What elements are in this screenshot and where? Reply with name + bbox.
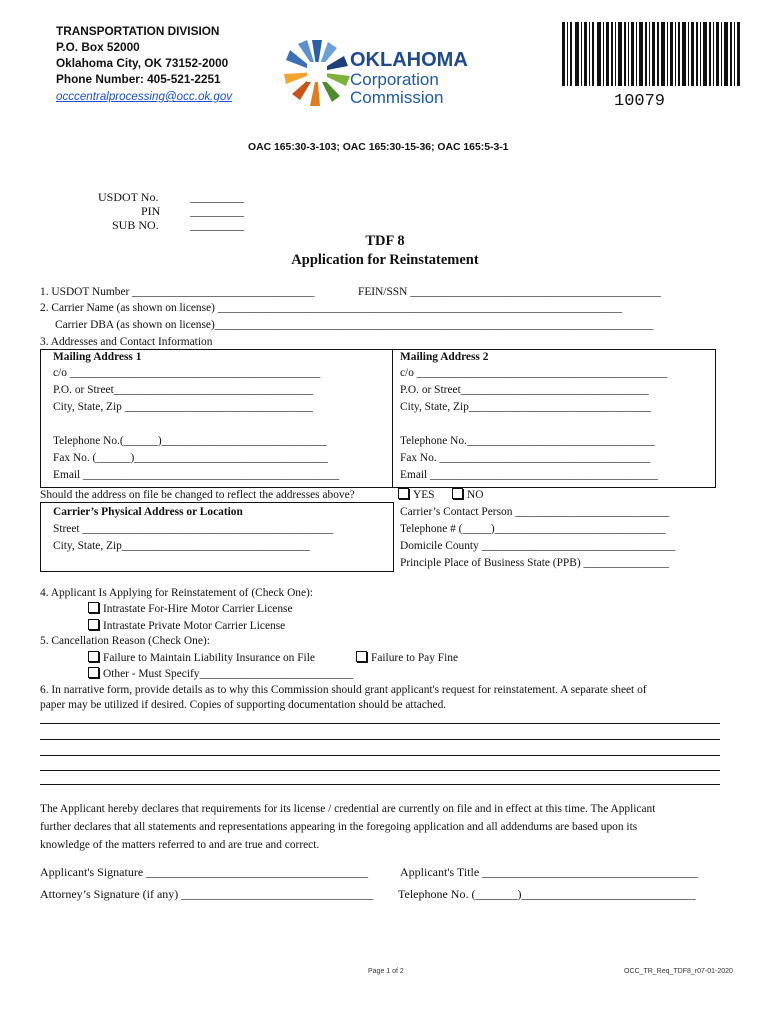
mailing1-email-field[interactable]: Email _____________________________________________: [53, 469, 340, 481]
pin-value[interactable]: _________: [190, 204, 244, 218]
occ-logo: [282, 36, 492, 110]
carrier-dba-field[interactable]: Carrier DBA (as shown on license)_____________________________________________________________________________: [55, 319, 654, 331]
mailing1-co-field[interactable]: c/o ____________________________________________: [53, 367, 321, 379]
mailing1-city-field[interactable]: City, State, Zip _________________________________: [53, 401, 313, 413]
mailing2-email-field[interactable]: Email ________________________________________: [400, 469, 658, 481]
mailing2-fax-field[interactable]: Fax No. _____________________________________: [400, 452, 651, 464]
for-hire-label: Intrastate For-Hire Motor Carrier License: [103, 603, 293, 615]
sub-no-value[interactable]: _________: [190, 218, 244, 232]
attorney-signature-field[interactable]: Attorney’s Signature (if any) ________________________________: [40, 887, 374, 901]
logo-line-corporation: Corporation: [350, 70, 439, 89]
carrier-name-field[interactable]: 2. Carrier Name (as shown on license) _______________________________________________________________________: [40, 302, 623, 314]
mailing2-telephone-field[interactable]: Telephone No._________________________________: [400, 435, 655, 447]
ppb-field[interactable]: Principle Place of Business State (PPB) _______________: [400, 557, 669, 569]
email-link[interactable]: occcentralprocessing@occ.ok.gov: [56, 90, 233, 103]
narrative-line[interactable]: [40, 770, 720, 771]
mailing1-telephone-field[interactable]: Telephone No.(______)_____________________________: [53, 435, 327, 447]
fine-checkbox[interactable]: [356, 651, 367, 662]
address-change-question: Should the address on file be changed to reflect the addresses above?: [40, 489, 355, 501]
no-label: NO: [467, 489, 484, 501]
mailing1-street-field[interactable]: P.O. or Street___________________________________: [53, 384, 314, 396]
mailing-address-2-title: Mailing Address 2: [400, 351, 489, 363]
section4-heading: 4. Applicant Is Applying for Reinstatement of (Check One):: [40, 587, 314, 599]
city-state-zip: Oklahoma City, OK 73152-2000: [56, 56, 229, 70]
yes-label: YES: [413, 489, 435, 501]
agency-address-block: [56, 23, 232, 105]
physical-city-field[interactable]: City, State, Zip_________________________________: [53, 540, 310, 552]
division-name: TRANSPORTATION DIVISION: [56, 24, 220, 38]
barcode-icon: [562, 22, 742, 86]
barcode-number: 10079: [614, 92, 666, 111]
domicile-county-field[interactable]: Domicile County __________________________________: [400, 540, 676, 552]
oac-reference: OAC 165:30-3-103; OAC 165:30-15-36; OAC 165:5-3-1: [248, 142, 509, 153]
option-for-hire[interactable]: [88, 602, 293, 616]
section6-line2: paper may be utilized if desired. Copies of supporting documentation should be attached.: [40, 699, 447, 711]
mailing-address-1-title: Mailing Address 1: [53, 351, 142, 363]
declaration-line2: further declares that all statements and representations appearing in the foregoing application and all addendums are based upon its: [40, 821, 638, 833]
narrative-line[interactable]: [40, 723, 720, 724]
po-box: P.O. Box 52000: [56, 40, 140, 54]
section3-heading: 3. Addresses and Contact Information: [40, 336, 213, 348]
narrative-line[interactable]: [40, 755, 720, 756]
mailing2-city-field[interactable]: City, State, Zip________________________________: [400, 401, 652, 413]
usdot-no-label: USDOT No.: [98, 190, 159, 204]
mailing-box-divider: [392, 349, 393, 487]
other-checkbox[interactable]: [88, 667, 99, 678]
narrative-line[interactable]: [40, 784, 720, 785]
option-liability-insurance[interactable]: [88, 651, 315, 665]
usdot-no-value[interactable]: _________: [190, 190, 244, 204]
section6-line1: 6. In narrative form, provide details as to why this Commission should grant applicant's request for reinstatement. A separate sheet of: [40, 684, 647, 696]
liability-label: Failure to Maintain Liability Insurance on File: [103, 652, 315, 664]
section5-heading: 5. Cancellation Reason (Check One):: [40, 635, 210, 647]
barcode: [562, 22, 742, 86]
mailing2-co-field[interactable]: c/o ____________________________________________: [400, 367, 668, 379]
mailing1-fax-field[interactable]: Fax No. (______)__________________________________: [53, 452, 328, 464]
option-private[interactable]: [88, 619, 285, 633]
logo-line-commission: Commission: [350, 88, 444, 107]
fine-label: Failure to Pay Fine: [371, 652, 459, 664]
physical-address-title: Carrier’s Physical Address or Location: [53, 506, 243, 518]
applicant-signature-field[interactable]: Applicant's Signature _____________________________________: [40, 865, 369, 879]
yes-checkbox[interactable]: [398, 488, 409, 499]
for-hire-checkbox[interactable]: [88, 602, 99, 613]
form-title: TDF 8: [365, 233, 405, 249]
physical-street-field[interactable]: Street ____________________________________________: [53, 523, 334, 535]
fein-ssn-field[interactable]: FEIN/SSN ____________________________________________: [358, 286, 661, 298]
contact-telephone-field[interactable]: Telephone # (_____)______________________________: [400, 523, 666, 535]
phone-number: Phone Number: 405-521-2251: [56, 72, 221, 86]
address-change-yes[interactable]: [398, 488, 435, 502]
applicant-title-field[interactable]: Applicant's Title ____________________________________: [400, 865, 699, 879]
sub-no-label: SUB NO.: [112, 218, 159, 232]
address-change-no[interactable]: [452, 488, 483, 502]
page-number: Page 1 of 2: [368, 968, 404, 975]
other-label: Other - Must Specify___________________________: [103, 668, 354, 680]
logo-line-oklahoma: OKLAHOMA: [350, 49, 468, 71]
usdot-number-field[interactable]: 1. USDOT Number ________________________________: [40, 286, 315, 298]
star-logo-icon: [282, 36, 352, 108]
liability-checkbox[interactable]: [88, 651, 99, 662]
no-checkbox[interactable]: [452, 488, 463, 499]
private-label: Intrastate Private Motor Carrier License: [103, 620, 286, 632]
narrative-line[interactable]: [40, 739, 720, 740]
private-checkbox[interactable]: [88, 619, 99, 630]
form-subtitle: Application for Reinstatement: [291, 252, 479, 268]
declaration-line3: knowledge of the matters referred to and are true and correct.: [40, 839, 320, 851]
option-failure-to-pay[interactable]: [356, 651, 458, 665]
mailing2-street-field[interactable]: P.O. or Street_________________________________: [400, 384, 649, 396]
contact-person-field[interactable]: Carrier’s Contact Person ___________________________: [400, 506, 670, 518]
declaration-line1: The Applicant hereby declares that requirements for its license / credential are currently on file and in effect at this time. The Applicant: [40, 803, 656, 815]
form-code: OCC_TR_Req_TDF8_r07-01-2020: [624, 968, 733, 975]
attorney-telephone-field[interactable]: Telephone No. (_______)_____________________________: [398, 887, 696, 901]
option-other[interactable]: [88, 667, 353, 681]
pin-label: PIN: [141, 204, 161, 218]
